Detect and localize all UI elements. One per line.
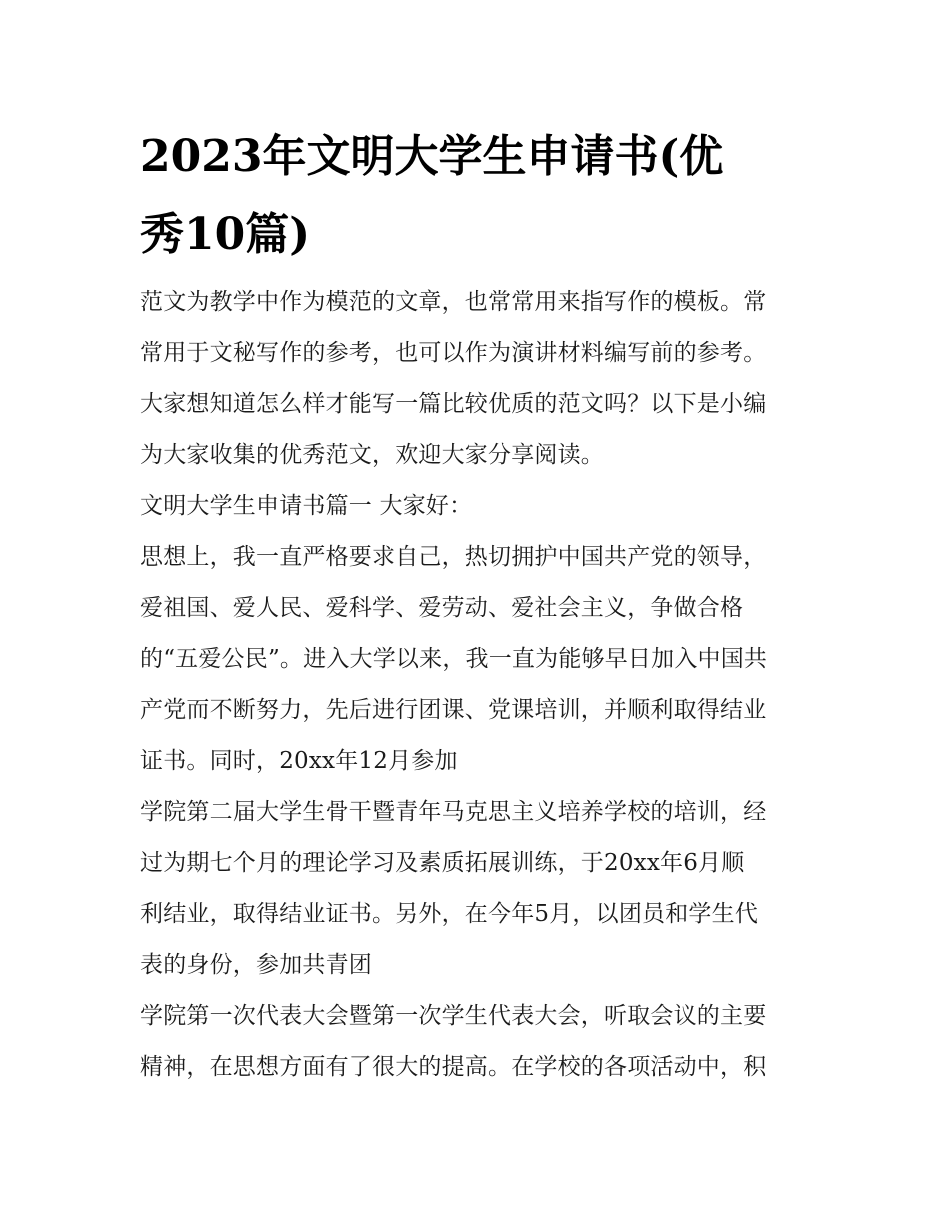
- body-line: 精神，在思想方面有了很大的提高。在学校的各项活动中，积: [140, 1054, 767, 1080]
- body-line: 思想上，我一直严格要求自己，热切拥护中国共产党的领导，: [140, 544, 767, 570]
- section-heading-line: 文明大学生申请书篇一 大家好：: [140, 493, 473, 519]
- body-line: 证书。同时，20xx年12月参加: [140, 748, 458, 774]
- body-line: 为大家收集的优秀范文，欢迎大家分享阅读。: [140, 442, 604, 468]
- body-line: 学院第二届大学生骨干暨青年马克思主义培养学校的培训，经: [140, 799, 767, 825]
- document-title: [140, 118, 820, 274]
- body-line: 范文为教学中作为模范的文章，也常常用来指写作的模板。常: [140, 289, 767, 315]
- body-line: 爱祖国、爱人民、爱科学、爱劳动、爱社会主义，争做合格: [140, 595, 744, 621]
- title-line: 秀10篇): [140, 209, 311, 260]
- body-line: 过为期七个月的理论学习及素质拓展训练，于20xx年6月顺: [140, 850, 745, 876]
- title-line: 2023年文明大学生申请书(优: [140, 131, 724, 182]
- body-line: 产党而不断努力，先后进行团课、党课培训，并顺利取得结业: [140, 697, 767, 723]
- body-line: 表的身份，参加共青团: [140, 952, 372, 978]
- body-line: 学院第一次代表大会暨第一次学生代表大会，听取会议的主要: [140, 1003, 767, 1029]
- body-line: 的“五爱公民”。进入大学以来，我一直为能够早日加入中国共: [140, 646, 768, 672]
- body-line: 常用于文秘写作的参考，也可以作为演讲材料编写前的参考。: [140, 340, 767, 366]
- body-line: 大家想知道怎么样才能写一篇比较优质的范文吗？以下是小编: [140, 391, 767, 417]
- document-body: [140, 277, 830, 1093]
- body-line: 利结业，取得结业证书。另外，在今年5月，以团员和学生代: [140, 901, 759, 927]
